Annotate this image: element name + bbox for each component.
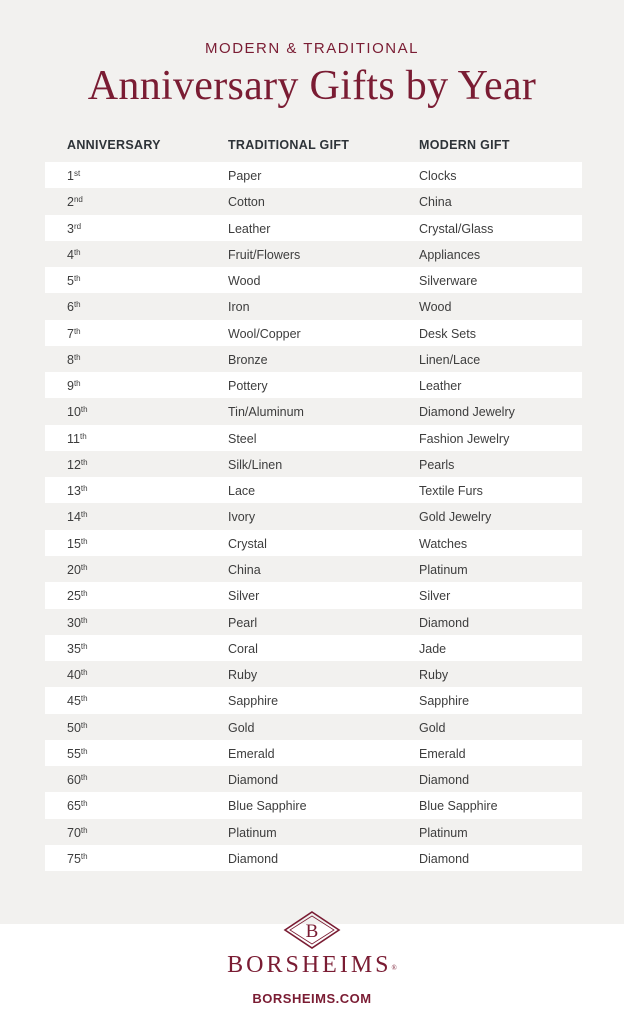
ordinal-suffix: th <box>80 484 88 494</box>
year-number: 3 <box>67 221 74 236</box>
year-number: 14 <box>67 510 81 525</box>
table-row <box>45 556 582 582</box>
year-number: 25 <box>67 589 81 604</box>
ordinal-suffix: th <box>73 379 81 389</box>
modern-gift-cell: Fashion Jewelry <box>419 431 510 446</box>
table-row <box>45 792 582 818</box>
year-number: 1 <box>67 169 74 183</box>
anniversary-year <box>67 510 88 524</box>
table-row <box>45 503 582 529</box>
anniversary-year <box>67 747 88 761</box>
year-number: 4 <box>67 247 74 262</box>
anniversary-year <box>67 642 88 656</box>
ordinal-suffix: th <box>80 510 88 520</box>
anniversary-year <box>67 222 81 236</box>
modern-gift-cell: Linen/Lace <box>419 352 481 367</box>
year-number: 45 <box>67 694 81 709</box>
traditional-gift-cell: Coral <box>228 641 258 656</box>
traditional-gift-cell: Diamond <box>228 773 279 788</box>
table-row <box>45 451 582 477</box>
table-row <box>45 740 582 766</box>
year-number: 65 <box>67 799 81 814</box>
modern-gift-cell: Desk Sets <box>419 326 476 341</box>
traditional-gift-cell: Paper <box>228 169 262 183</box>
anniversary-year <box>67 405 88 419</box>
ordinal-suffix: th <box>80 720 88 730</box>
year-number: 5 <box>67 274 74 289</box>
ordinal-suffix: th <box>73 274 81 284</box>
year-number: 6 <box>67 300 74 315</box>
table-row <box>45 819 582 845</box>
table-row <box>45 635 582 661</box>
modern-gift-cell: Platinum <box>419 825 468 840</box>
modern-gift-cell: Diamond <box>419 615 470 630</box>
gift-table <box>45 162 582 871</box>
table-row <box>45 687 582 713</box>
year-number: 60 <box>67 773 81 788</box>
year-number: 9 <box>67 379 74 394</box>
anniversary-year <box>67 537 88 551</box>
table-row <box>45 477 582 503</box>
traditional-gift-cell: Wood <box>228 274 261 289</box>
anniversary-year <box>67 353 81 367</box>
anniversary-year <box>67 458 88 472</box>
table-row <box>45 425 582 451</box>
modern-gift-cell: Diamond <box>419 851 470 866</box>
anniversary-year <box>67 563 88 577</box>
ordinal-suffix: th <box>80 668 88 678</box>
traditional-gift-cell: Ruby <box>228 668 258 683</box>
year-number: 15 <box>67 536 81 551</box>
modern-gift-cell: Wood <box>419 300 452 315</box>
anniversary-year <box>67 616 88 630</box>
ordinal-suffix: th <box>80 405 88 415</box>
traditional-gift-cell: Bronze <box>228 352 268 367</box>
table-row <box>45 609 582 635</box>
ordinal-suffix: rd <box>73 221 82 231</box>
modern-gift-cell: China <box>419 195 452 210</box>
year-number: 30 <box>67 615 81 630</box>
year-number: 12 <box>67 457 81 472</box>
table-row <box>45 267 582 293</box>
modern-gift-cell: Jade <box>419 641 447 656</box>
modern-gift-cell: Gold <box>419 720 446 735</box>
ordinal-suffix: nd <box>73 195 83 205</box>
table-row <box>45 293 582 319</box>
year-number: 11 <box>67 431 80 446</box>
year-number: 50 <box>67 720 81 735</box>
table-row <box>45 582 582 608</box>
logo-letter: B <box>305 921 319 942</box>
anniversary-year <box>67 379 81 393</box>
table-row <box>45 215 582 241</box>
anniversary-year <box>67 274 81 288</box>
ordinal-suffix: th <box>73 247 81 257</box>
year-number: 70 <box>67 825 81 840</box>
anniversary-year <box>67 327 81 341</box>
modern-gift-cell: Diamond Jewelry <box>419 405 515 420</box>
anniversary-year <box>67 169 80 183</box>
traditional-gift-cell: Blue Sapphire <box>228 799 307 814</box>
year-number: 40 <box>67 668 81 683</box>
traditional-gift-cell: Fruit/Flowers <box>228 247 301 262</box>
year-number: 55 <box>67 746 81 761</box>
traditional-gift-cell: Pearl <box>228 615 258 630</box>
table-row <box>45 845 582 871</box>
modern-gift-cell: Textile Furs <box>419 484 483 499</box>
table-row <box>45 346 582 372</box>
ordinal-suffix: th <box>80 615 88 625</box>
website-link[interactable]: BORSHEIMS.COM <box>252 991 372 1006</box>
traditional-gift-cell: China <box>228 562 261 577</box>
brand-text: BORSHEIMS <box>227 952 392 978</box>
anniversary-year <box>67 484 88 498</box>
modern-gift-cell: Clocks <box>419 169 457 183</box>
modern-gift-cell: Platinum <box>419 562 468 577</box>
anniversary-year <box>67 826 88 840</box>
traditional-gift-cell: Iron <box>228 300 250 315</box>
modern-gift-cell: Gold Jewelry <box>419 510 492 525</box>
traditional-gift-cell: Platinum <box>228 825 277 840</box>
ordinal-suffix: th <box>80 773 88 783</box>
ordinal-suffix: st <box>73 169 81 178</box>
table-row <box>45 320 582 346</box>
borsheims-logo-icon <box>283 910 341 950</box>
anniversary-year <box>67 668 88 682</box>
table-row <box>45 714 582 740</box>
traditional-gift-cell: Leather <box>228 221 271 236</box>
traditional-gift-cell: Gold <box>228 720 255 735</box>
traditional-gift-cell: Lace <box>228 484 256 499</box>
column-header-traditional-gift: TRADITIONAL GIFT <box>228 138 350 152</box>
modern-gift-cell: Emerald <box>419 746 466 761</box>
ordinal-suffix: th <box>80 457 88 467</box>
year-number: 35 <box>67 641 81 656</box>
traditional-gift-cell: Ivory <box>228 510 256 525</box>
anniversary-year <box>67 721 88 735</box>
modern-gift-cell: Appliances <box>419 247 481 262</box>
anniversary-year <box>67 852 88 866</box>
traditional-gift-cell: Silver <box>228 589 260 604</box>
ordinal-suffix: th <box>80 746 88 756</box>
year-number: 13 <box>67 484 81 499</box>
ordinal-suffix: th <box>80 641 88 651</box>
traditional-gift-cell: Emerald <box>228 746 275 761</box>
anniversary-year <box>67 799 88 813</box>
ordinal-suffix: th <box>73 300 81 310</box>
anniversary-year <box>67 694 88 708</box>
table-row <box>45 398 582 424</box>
year-number: 8 <box>67 352 74 367</box>
ordinal-suffix: th <box>80 694 88 704</box>
table-row <box>45 766 582 792</box>
table-row <box>45 372 582 398</box>
modern-gift-cell: Pearls <box>419 457 455 472</box>
traditional-gift-cell: Silk/Linen <box>228 457 283 472</box>
brand-name <box>0 952 624 979</box>
anniversary-year <box>67 248 81 262</box>
modern-gift-cell: Watches <box>419 536 468 551</box>
ordinal-suffix: th <box>80 851 88 861</box>
ordinal-suffix: th <box>79 431 87 441</box>
column-header-anniversary: ANNIVERSARY <box>67 138 161 152</box>
year-number: 10 <box>67 405 81 420</box>
column-header-modern-gift: MODERN GIFT <box>419 138 510 152</box>
anniversary-year <box>67 589 88 603</box>
table-row <box>45 661 582 687</box>
ordinal-suffix: th <box>73 352 81 362</box>
modern-gift-cell: Silverware <box>419 274 478 289</box>
modern-gift-cell: Ruby <box>419 668 449 683</box>
eyebrow-heading: MODERN & TRADITIONAL <box>205 40 419 57</box>
traditional-gift-cell: Sapphire <box>228 694 279 709</box>
anniversary-year <box>67 195 83 209</box>
table-row <box>45 188 582 214</box>
ordinal-suffix: th <box>73 326 81 336</box>
year-number: 75 <box>67 851 81 866</box>
table-row <box>45 162 582 188</box>
anniversary-year <box>67 432 87 446</box>
page-title: Anniversary Gifts by Year <box>87 63 537 109</box>
modern-gift-cell: Diamond <box>419 773 470 788</box>
table-row <box>45 530 582 556</box>
traditional-gift-cell: Crystal <box>228 536 267 551</box>
traditional-gift-cell: Steel <box>228 431 257 446</box>
traditional-gift-cell: Tin/Aluminum <box>228 405 304 420</box>
modern-gift-cell: Sapphire <box>419 694 470 709</box>
traditional-gift-cell: Diamond <box>228 851 279 866</box>
year-number: 7 <box>67 326 74 341</box>
modern-gift-cell: Blue Sapphire <box>419 799 498 814</box>
traditional-gift-cell: Cotton <box>228 195 265 210</box>
modern-gift-cell: Leather <box>419 379 462 394</box>
ordinal-suffix: th <box>80 562 88 572</box>
modern-gift-cell: Crystal/Glass <box>419 221 494 236</box>
traditional-gift-cell: Wool/Copper <box>228 326 301 341</box>
year-number: 2 <box>67 195 74 210</box>
table-row <box>45 241 582 267</box>
ordinal-suffix: th <box>80 799 88 809</box>
modern-gift-cell: Silver <box>419 589 451 604</box>
ordinal-suffix: th <box>80 825 88 835</box>
registered-mark: ® <box>391 964 397 972</box>
year-number: 20 <box>67 562 81 577</box>
traditional-gift-cell: Pottery <box>228 379 268 394</box>
ordinal-suffix: th <box>80 536 88 546</box>
anniversary-year <box>67 773 88 787</box>
anniversary-year <box>67 300 81 314</box>
ordinal-suffix: th <box>80 589 88 599</box>
